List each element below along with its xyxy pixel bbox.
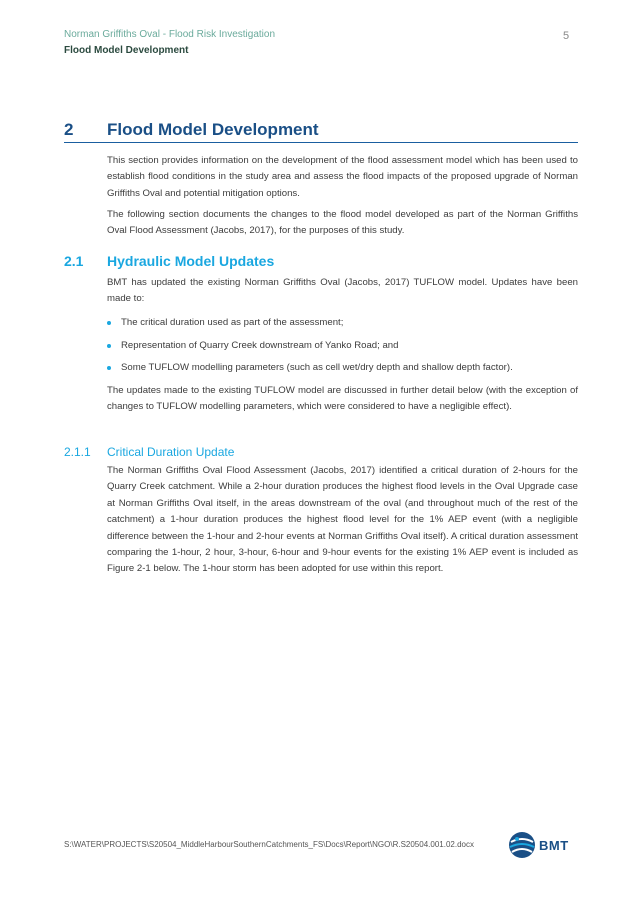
section-heading [64, 120, 578, 143]
subsubsection-paragraph: The Norman Griffiths Oval Flood Assessment (Jacobs, 2017) identified a critical duration of 2-hours for the Quarry Creek catchment. While a 2-hour duration produces the highest flood levels in the Oval Upgrade case at Norman Griffiths Oval itself, in the areas downstream of the oval (and throughout much of the rest of the catchment) a 1-hour duration produces the highest flood level for the 1% AEP event (with a negligible difference between the 1-hour and 2-hour events at Norman Griffiths Oval itself). A critical duration assessment comparing the 1-hour, 2 hour, 3-hour, 6-hour and 9-hour events for the existing 1% AEP event is included as Figure 2-1 below. The 1-hour storm has been adopted for use within this report. [107, 465, 578, 575]
running-header-subtitle: Flood Model Development [64, 45, 189, 56]
bullet-text: Representation of Quarry Creek downstream of Yanko Road; and [121, 340, 399, 351]
bullet-text: The critical duration used as part of the assessment; [121, 317, 344, 328]
subsection-title: Hydraulic Model Updates [107, 253, 275, 269]
subsection-number: 2.1 [64, 253, 84, 269]
footer-file-path: S:\WATER\PROJECTS\S20504_MiddleHarbourSouthernCatchments_FS\Docs\Report\NGO\R.S20504.001.02.docx [64, 840, 474, 849]
bullet-icon [107, 321, 111, 325]
bmt-globe-icon [508, 830, 538, 860]
section-title: Flood Model Development [107, 120, 319, 139]
section-number: 2 [64, 120, 74, 139]
section-paragraph-2: The following section documents the changes to the flood model developed as part of the Norman Griffiths Oval Flood Assessment (Jacobs, 2017), for the purposes of this study. [107, 209, 578, 237]
subsection-intro: BMT has updated the existing Norman Griffiths Oval (Jacobs, 2017) TUFLOW model. Updates have been made to: [107, 277, 578, 305]
subsubsection-title: Critical Duration Update [107, 445, 235, 459]
bullet-icon [107, 344, 111, 348]
logo-text: BMT [539, 838, 569, 853]
section-paragraph-1: This section provides information on the development of the flood assessment model which has been used to establish flood conditions in the study area and assess the flood impacts of the proposed upgrade of Norman Griffiths Oval and potential mitigation options. [107, 155, 578, 199]
subsection-closing: The updates made to the existing TUFLOW model are discussed in further detail below (with the exception of changes to TUFLOW modelling parameters, which were considered to have a negligible effect). [107, 385, 578, 413]
bullet-text: Some TUFLOW modelling parameters (such as cell wet/dry depth and shallow depth factor). [121, 362, 513, 373]
bullet-icon [107, 366, 111, 370]
subsubsection-number: 2.1.1 [64, 445, 91, 459]
bmt-logo [508, 830, 578, 860]
running-header-title: Norman Griffiths Oval - Flood Risk Investigation [64, 29, 276, 40]
page-number: 5 [563, 30, 570, 42]
